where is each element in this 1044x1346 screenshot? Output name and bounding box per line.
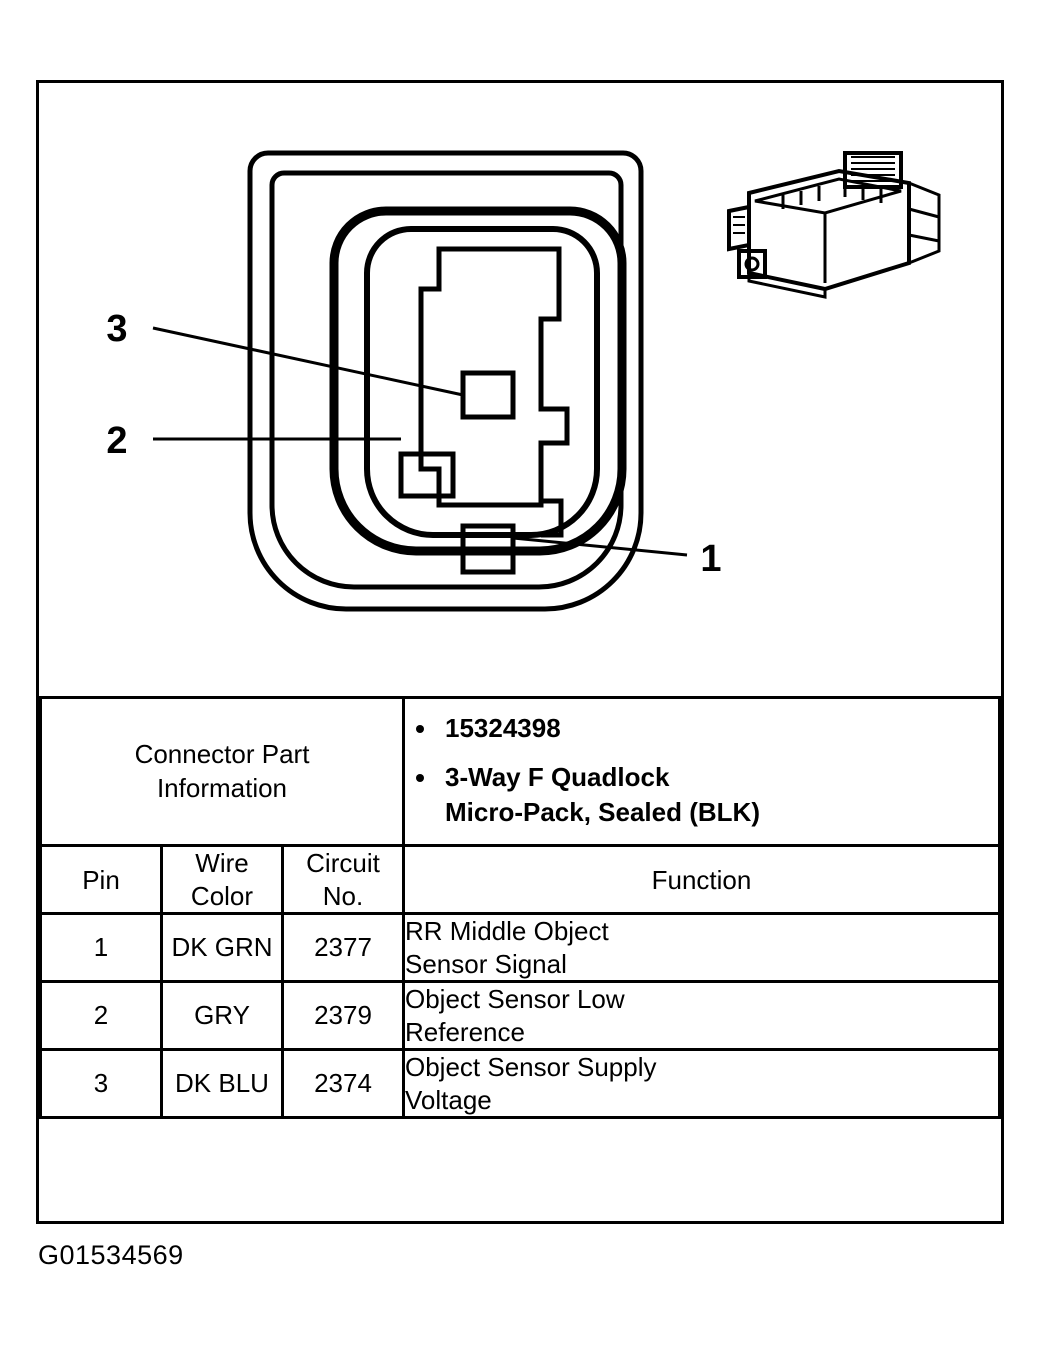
header-wire-color	[162, 846, 283, 914]
table-row	[41, 1050, 1000, 1118]
row-1-function	[404, 914, 1000, 982]
row-2-function	[404, 982, 1000, 1050]
callout-3-label: 3	[106, 308, 128, 350]
connector-face-view	[239, 117, 641, 609]
row-3-function-line2: Voltage	[405, 1084, 492, 1115]
callout-2-label: 2	[106, 420, 128, 462]
row-2-pin: 2	[41, 982, 162, 1050]
header-function: Function	[404, 846, 1000, 914]
row-1-function-line2: Sensor Signal	[405, 948, 567, 979]
pin-cavity-2	[401, 454, 453, 496]
figure-caption: G01534569	[38, 1240, 184, 1270]
connector-info-table	[39, 696, 1001, 1119]
connector-part-information-label	[41, 698, 404, 846]
row-1-function-line1: RR Middle Object	[405, 916, 609, 947]
row-2-function-line2: Reference	[405, 1016, 525, 1047]
row-2-circuit-no: 2379	[283, 982, 404, 1050]
row-2-wire-color: GRY	[162, 982, 283, 1050]
header-pin: Pin	[41, 846, 162, 914]
cpi-description-line1: 3-Way F Quadlock	[445, 762, 670, 793]
row-3-pin: 3	[41, 1050, 162, 1118]
connector-part-information-value	[404, 698, 1000, 846]
table-row	[41, 982, 1000, 1050]
cpi-label-line1: Connector Part	[134, 738, 310, 769]
cpi-label-line2: Information	[156, 772, 288, 803]
header-circuit-no	[283, 846, 404, 914]
table-header-row	[41, 846, 1000, 914]
connector-part-information-row	[41, 698, 1000, 846]
row-3-function	[404, 1050, 1000, 1118]
row-3-circuit-no: 2374	[283, 1050, 404, 1118]
pin-cavity-3	[463, 373, 513, 417]
header-wire-line1: Wire	[195, 848, 249, 879]
cpi-bullet-part-number: • 15324398	[439, 711, 988, 746]
row-3-function-line1: Object Sensor Supply	[405, 1052, 657, 1083]
header-circuit-line1: Circuit	[306, 848, 380, 879]
cpi-description-line2: Micro-Pack, Sealed (BLK)	[445, 797, 760, 828]
row-1-pin: 1	[41, 914, 162, 982]
row-1-wire-color: DK GRN	[162, 914, 283, 982]
header-circuit-line2: No.	[322, 880, 364, 911]
row-2-function-line1: Object Sensor Low	[405, 984, 625, 1015]
cpi-bullet-description	[439, 760, 988, 830]
connector-illustration	[39, 83, 1001, 696]
callout-1-label: 1	[700, 538, 722, 580]
table-row	[41, 914, 1000, 982]
header-wire-line2: Color	[190, 880, 254, 911]
row-1-circuit-no: 2377	[283, 914, 404, 982]
diagram-frame	[36, 80, 1004, 1224]
leader-3	[153, 328, 463, 395]
connector-isometric-view	[729, 153, 939, 297]
row-3-wire-color: DK BLU	[162, 1050, 283, 1118]
cpi-bullet-list	[405, 699, 998, 844]
